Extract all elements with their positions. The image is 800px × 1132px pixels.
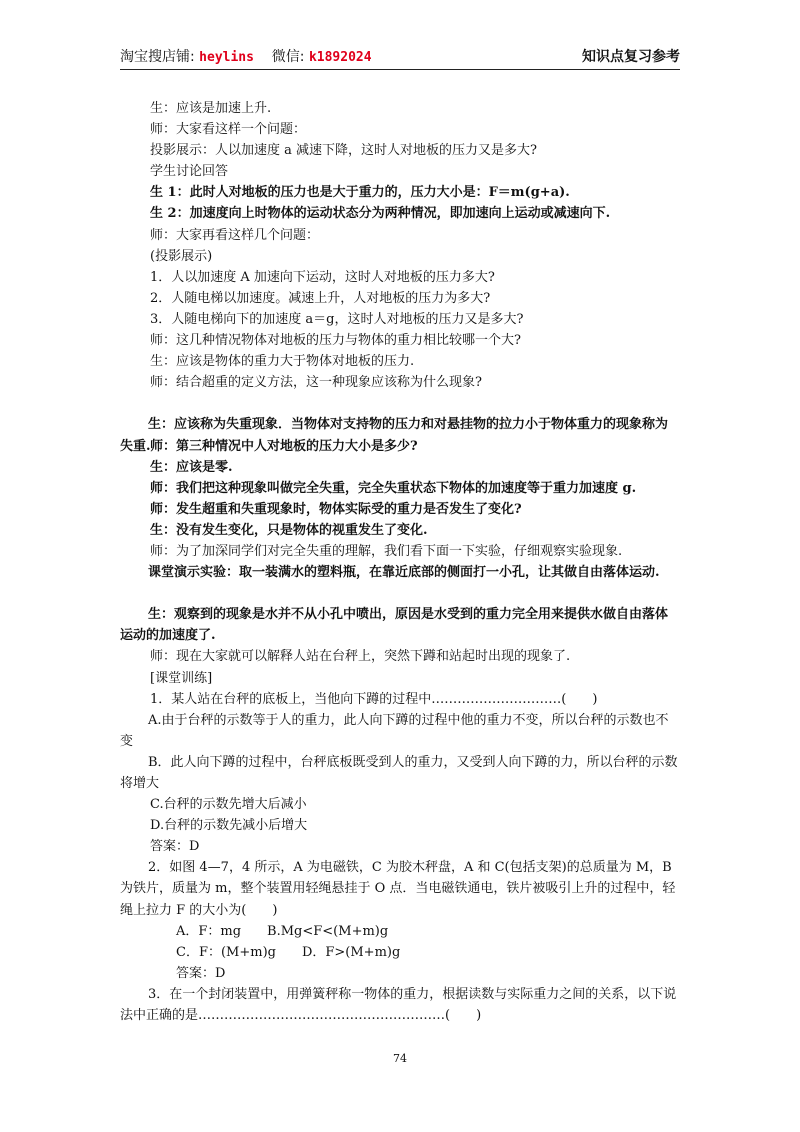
text-paragraph [120,562,680,604]
text-line: 师：为了加深同学们对完全失重的理解，我们看下面一下实验，仔细观察实验现象. [150,543,623,559]
text-paragraph [120,752,680,794]
text-line: 生 2：加速度向上时物体的运动状态分为两种情况，即加速向上运动或减速向下. [150,206,611,222]
text-line: 生：没有发生变化，只是物体的视重发生了变化. [150,522,428,538]
shop-label: 淘宝搜店铺: [120,49,195,65]
header-title: 知识点复习参考 [582,49,680,65]
text-paragraph [120,857,680,920]
text-line: 师：结合超重的定义方法，这一种现象应该称为什么现象? [150,375,482,391]
paragraph-content: 2．如图 4—7，4 所示，A 为电磁铁，C 为胶木秤盘，A 和 C(包括支架)的总质量为 M，B 为铁片，质量为 m，整个装置用轻绳悬挂于 O 点．当电磁铁通电，铁片被吸引上升的过程中，轻绳上拉力 F 的大小为( ) [120,860,676,918]
text-line: 答案：D [150,839,200,855]
text-line: 2．人随电梯以加速度。减速上升，人对地板的压力为多大? [150,290,491,306]
text-line: C.台秤的示数先增大后减小 [150,797,307,813]
text-line: 生：应该是加速上升. [150,101,272,116]
text-line: (投影展示) [150,248,213,264]
text-line: 师：第三种情况中人对地板的压力大小是多少? [150,438,418,454]
text-line: 师：大家看这样一个问题： [150,122,307,138]
text-line: C．F：(M+m)g D．F>(M+m)g [176,944,401,960]
text-line: 师：这几种情况物体对地板的压力与物体的重力相比较哪一个大? [150,333,521,349]
paragraph-content: 生：应该称为失重现象．当物体对支持物的压力和对悬挂物的拉力小于物体重力的现象称为失重. [120,417,669,454]
text-line: 1．人以加速度 A 加速向下运动，这时人对地板的压力多大? [150,269,495,285]
wechat-label: 微信: [271,49,305,65]
text-line: D.台秤的示数先减小后增大 [150,818,308,834]
text-line: 3．人随电梯向下的加速度 a＝g，这时人对地板的压力又是多大? [150,311,524,327]
text-line: [课堂训练] [150,670,213,686]
paragraph-content: 生：观察到的现象是水并不从小孔中喷出，原因是水受到的重力完全用来提供水做自由落体运动的加速度了. [120,607,669,644]
page-header [120,46,680,68]
text-paragraph [120,710,680,752]
text-paragraph [120,984,680,1026]
text-line: 生 1：此时人对地板的压力也是大于重力的，压力大小是：F＝m(g+a). [150,185,570,201]
text-line: 师：大家再看这样几个问题： [150,227,320,243]
text-line: 师：我们把这种现象叫做完全失重，完全失重状态下物体的加速度等于重力加速度 g. [150,480,637,496]
text-line: 学生讨论回答 [150,164,229,180]
text-line: 投影展示：人以加速度 a 减速下降，这时人对地板的压力又是多大? [150,143,537,159]
text-line: 师：现在大家就可以解释人站在台秤上，突然下蹲和站起时出现的现象了. [150,649,571,665]
document-body [120,98,680,1026]
header-rule [120,69,680,70]
paragraph-content: B．此人向下蹲的过程中，台秤底板既受到人的重力，又受到人向下蹲的力，所以台秤的示数将增大 [120,754,678,791]
text-paragraph [120,604,680,646]
header-shop-info [120,46,372,66]
paragraph-content: A.由于台秤的示数等于人的重力，此人向下蹲的过程中他的重力不变，所以台秤的示数也不变 [120,712,669,749]
page-number: 74 [393,1052,407,1065]
paragraph-content: 3．在一个封闭装置中，用弹簧秤称一物体的重力，根据读数与实际重力之间的关系，以下说法中正确的是…………………………………………………( ) [120,986,677,1024]
text-line: A．F：mg B.Mg<F<(M+m)g [176,923,389,939]
paragraph-content: 课堂演示实验：取一装满水的塑料瓶，在靠近底部的侧面打一小孔，让其做自由落体运动. [148,565,660,581]
wechat-id: k1892024 [308,50,372,65]
text-line: 1．某人站在台秤的底板上，当他向下蹲的过程中…………………………( ) [150,691,598,707]
text-line: 师：发生超重和失重现象时，物体实际受的重力是否发生了变化? [150,501,522,517]
text-line: 生：应该是零. [150,459,233,475]
shop-name: heylins [199,50,254,65]
text-line: 生：应该是物体的重力大于物体对地板的压力. [150,354,415,370]
text-line: 答案：D [176,965,226,981]
